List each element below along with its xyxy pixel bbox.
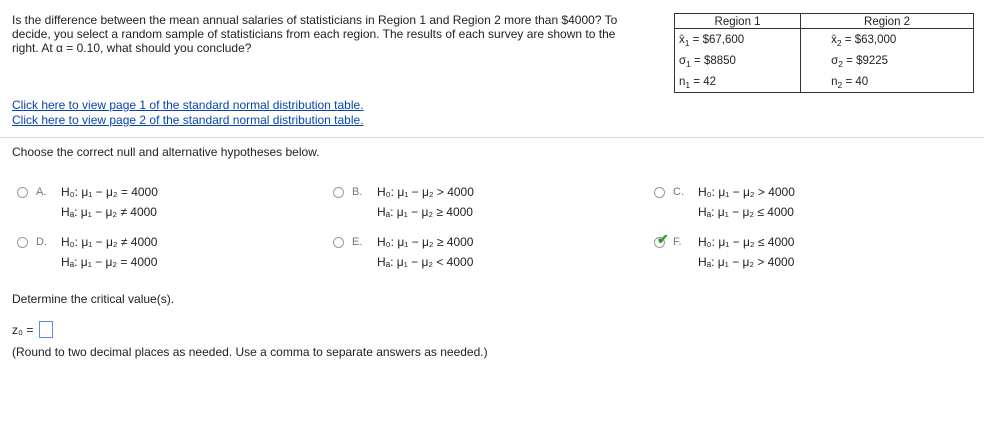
- normal-table-page-2-link[interactable]: Click here to view page 2 of the standard normal distribution table.: [12, 113, 364, 127]
- option-e-alt: Hₐ: μ₁ − μ₂ < 4000: [377, 255, 474, 269]
- option-e-null: H₀: μ₁ − μ₂ ≥ 4000: [377, 235, 474, 249]
- option-a-null: H₀: μ₁ − μ₂ = 4000: [61, 185, 158, 199]
- region-2-sigma: $\sigma_2$ = $9225: [801, 50, 974, 71]
- critical-value-row: [12, 323, 33, 337]
- option-f-null: H₀: μ₁ − μ₂ ≤ 4000: [698, 235, 795, 249]
- region-1-n: $n_1 = 42$: [675, 71, 801, 93]
- option-a-letter: A.: [36, 186, 47, 198]
- region-1-mean: $x̄_1$ = $67,600: [675, 29, 801, 51]
- option-a-alt: Hₐ: μ₁ − μ₂ ≠ 4000: [61, 205, 157, 219]
- option-b-null: H₀: μ₁ − μ₂ > 4000: [377, 185, 474, 199]
- z0-label: z₀ =: [12, 323, 34, 337]
- option-e[interactable]: [333, 235, 633, 271]
- option-c-null: H₀: μ₁ − μ₂ > 4000: [698, 185, 795, 199]
- option-b-letter: B.: [352, 186, 363, 198]
- option-a-radio[interactable]: [17, 187, 28, 198]
- option-d-null: H₀: μ₁ − μ₂ ≠ 4000: [61, 235, 158, 249]
- question-text: Is the difference between the mean annual salaries of statisticians in Region 1 and Region 2 more than $4000? To decide, you select a random sample of statisticians from each region. The results of each survey are shown to the right. At α = 0.10, what should you conclude?: [12, 13, 618, 55]
- option-c-letter: C.: [673, 186, 684, 198]
- option-e-radio[interactable]: [333, 237, 344, 248]
- z0-input[interactable]: [39, 321, 53, 338]
- hypotheses-prompt: Choose the correct null and alternative hypotheses below.: [12, 145, 320, 159]
- option-f-letter: F.: [673, 236, 682, 248]
- region-1-sigma: $\sigma_1$ = $8850: [675, 50, 801, 71]
- option-d-alt: Hₐ: μ₁ − μ₂ = 4000: [61, 255, 158, 269]
- option-e-letter: E.: [352, 236, 363, 248]
- sample-statistics-table: [674, 13, 974, 93]
- option-b[interactable]: [333, 185, 633, 221]
- option-c-alt: Hₐ: μ₁ − μ₂ ≤ 4000: [698, 205, 794, 219]
- region-2-n: $n_2 = 40$: [801, 71, 974, 93]
- option-c-radio[interactable]: [654, 187, 665, 198]
- table-links: [12, 98, 364, 128]
- option-b-alt: Hₐ: μ₁ − μ₂ ≥ 4000: [377, 205, 473, 219]
- region-2-header: Region 2: [801, 14, 974, 29]
- option-a[interactable]: [17, 185, 317, 221]
- correct-check-icon: ✔: [657, 231, 669, 247]
- option-d-radio[interactable]: [17, 237, 28, 248]
- region-2-mean: $x̄_2$ = $63,000: [801, 29, 974, 51]
- critical-value-prompt: Determine the critical value(s).: [12, 292, 175, 306]
- divider: [0, 137, 984, 138]
- option-f[interactable]: [654, 231, 954, 271]
- option-c[interactable]: [654, 185, 954, 221]
- option-d-letter: D.: [36, 236, 47, 248]
- normal-table-page-1-link[interactable]: Click here to view page 1 of the standard normal distribution table.: [12, 98, 364, 112]
- option-f-alt: Hₐ: μ₁ − μ₂ > 4000: [698, 255, 795, 269]
- option-d[interactable]: [17, 235, 317, 271]
- rounding-instructions: (Round to two decimal places as needed. Use a comma to separate answers as needed.): [12, 345, 488, 359]
- region-1-header: Region 1: [675, 14, 801, 29]
- option-b-radio[interactable]: [333, 187, 344, 198]
